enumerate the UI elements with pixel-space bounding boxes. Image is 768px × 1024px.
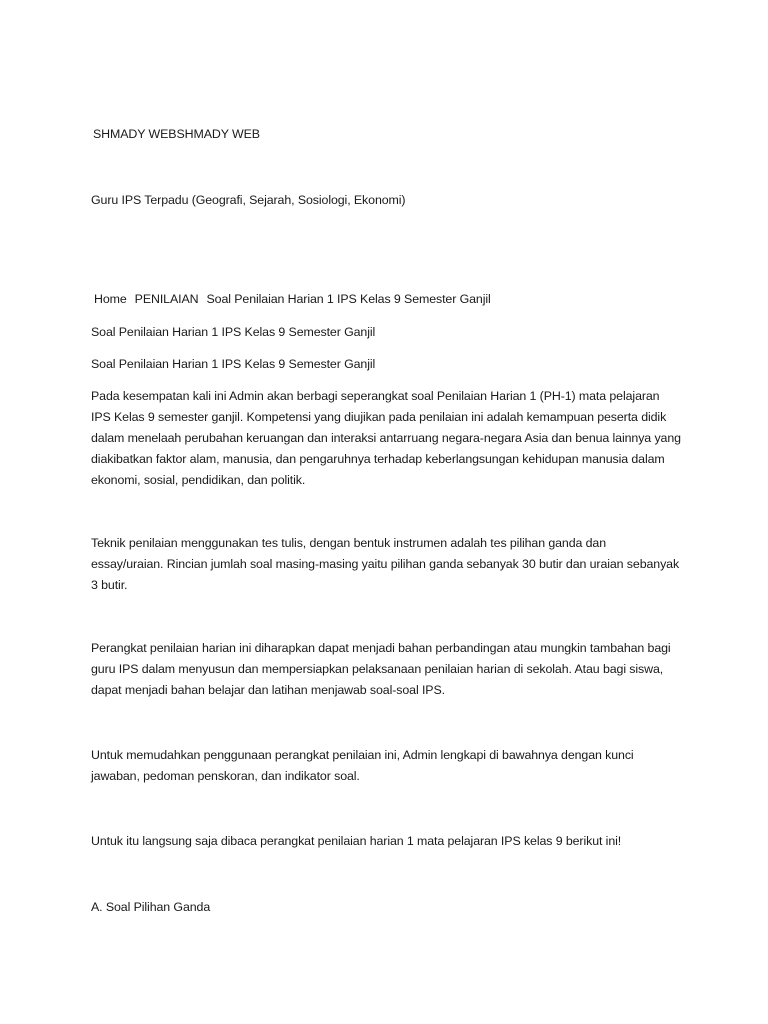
- paragraph-text: Perangkat penilaian harian ini diharapkan dapat menjadi bahan perbandingan atau mungkin tambahan bagi guru IPS dalam menyusun dan mempersiapkan pelaksanaan penilaian harian di sekolah. Atau bagi siswa, dapat menjadi bahan belajar dan latihan menjawab soal-soal IPS.: [91, 641, 671, 697]
- breadcrumb-category[interactable]: PENILAIAN: [134, 292, 199, 306]
- site-tagline: Guru IPS Terpadu (Geografi, Sejarah, Sosiologi, Ekonomi): [91, 193, 406, 207]
- paragraph-text: Teknik penilaian menggunakan tes tulis, dengan bentuk instrumen adalah tes pilihan ganda dan essay/uraian. Rincian jumlah soal masing-masing yaitu pilihan ganda sebanyak 30 butir dan uraian sebanyak 3 butir.: [91, 536, 680, 592]
- paragraph-intro: [91, 386, 681, 491]
- breadcrumb: [94, 289, 491, 310]
- paragraph-answer-key: [91, 745, 681, 787]
- paragraph-text: Pada kesempatan kali ini Admin akan berbagi seperangkat soal Penilaian Harian 1 (PH-1) mata pelajaran IPS Kelas 9 semester ganjil. Kompetensi yang diujikan pada penilaian ini adalah kemampuan peserta didik dalam menelaah perubahan keruangan dan interaksi antarruang negara-negara Asia dan benua lainnya yang diakibatkan faktor alam, manusia, dan pengaruhnya terhadap keberlangsungan kehidupan manusia dalam ekonomi, sosial, pendidikan, dan politik.: [91, 389, 681, 487]
- section-heading: A. Soal Pilihan Ganda: [91, 900, 211, 914]
- paragraph-text: Untuk memudahkan penggunaan perangkat penilaian ini, Admin lengkapi di bawahnya dengan kunci jawaban, pedoman penskoran, dan indikator soal.: [91, 748, 634, 783]
- breadcrumb-current: Soal Penilaian Harian 1 IPS Kelas 9 Semester Ganjil: [206, 292, 491, 306]
- site-name[interactable]: SHMADY WEBSHMADY WEB: [93, 127, 260, 141]
- paragraph-technique: [91, 533, 681, 596]
- paragraph-purpose: [91, 638, 681, 701]
- paragraph-closing: [91, 831, 681, 852]
- breadcrumb-home[interactable]: Home: [94, 292, 127, 306]
- post-subtitle: Soal Penilaian Harian 1 IPS Kelas 9 Semester Ganjil: [91, 357, 376, 371]
- paragraph-text: Untuk itu langsung saja dibaca perangkat penilaian harian 1 mata pelajaran IPS kelas 9 berikut ini!: [91, 834, 622, 848]
- post-title: Soal Penilaian Harian 1 IPS Kelas 9 Semester Ganjil: [91, 325, 376, 339]
